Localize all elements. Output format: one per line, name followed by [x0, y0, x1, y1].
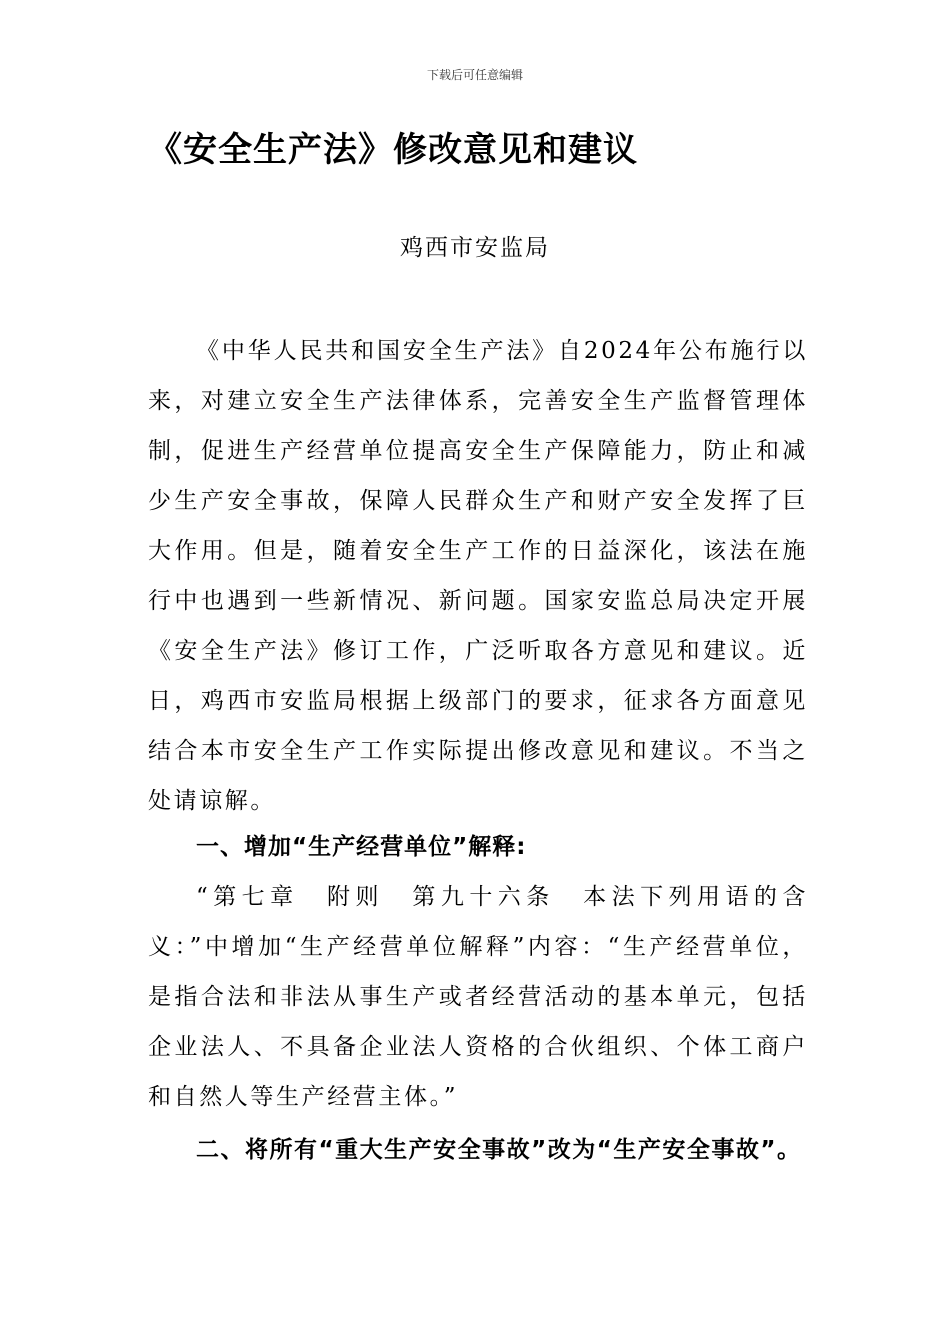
section-paragraph-1: “第七章 附则 第九十六条 本法下列用语的含义：”中增加“生产经营单位解释”内容：“生产经营单位，是指合法和非法从事生产或者经营活动的基本单元，包括企业法人、不具备企业法人资格的合伙组织、个体工商户和自然人等生产经营主体。”	[148, 884, 808, 1110]
section-heading-2: 二、将所有“重大生产安全事故”改为“生产安全事故”。	[196, 1137, 802, 1163]
document-author: 鸡西市安监局	[400, 235, 550, 261]
intro-paragraph: 《中华人民共和国安全生产法》自2024年公布施行以来，对建立安全生产法律体系，完善安全生产监督管理体制，促进生产经营单位提高安全生产保障能力，防止和减少生产安全事故，保障人民群众生产和财产安全发挥了巨大作用。但是，随着安全生产工作的日益深化，该法在施行中也遇到一些新情况、新问题。国家安监总局决定开展《安全生产法》修订工作，广泛听取各方意见和建议。近日，鸡西市安监局根据上级部门的要求，征求各方面意见结合本市安全生产工作实际提出修改意见和建议。不当之处请谅解。	[148, 338, 808, 814]
header-note: 下载后可任意编辑	[426, 68, 523, 82]
document-title: 《安全生产法》修改意见和建议	[148, 130, 638, 170]
section-heading-1: 一、增加“生产经营单位”解释:	[196, 834, 527, 860]
